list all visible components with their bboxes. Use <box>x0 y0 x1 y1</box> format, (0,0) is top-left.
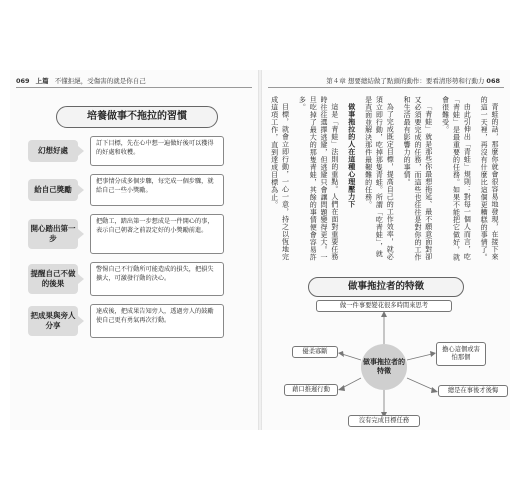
right-running-header <box>326 76 504 85</box>
right-page <box>262 70 510 430</box>
habit-desc: 把事情分成多個步驟，每完成一個步驟，就給自己一些小獎勵。 <box>90 174 224 206</box>
habit-row <box>28 174 246 206</box>
habit-desc: 訂下目標，先在心中想一遍做好後可以獲得的好處和收穫。 <box>90 136 224 166</box>
trait-node: 藉口推遲行動 <box>284 384 338 396</box>
bold-phrase: 做事拖拉的人在這種心理壓力下 <box>347 103 356 208</box>
arrowhead-icon <box>431 387 438 393</box>
connector-line <box>342 378 361 388</box>
habit-tag: 把成果與旁人分享 <box>28 306 78 336</box>
habit-row <box>28 262 246 296</box>
habit-row <box>28 304 246 338</box>
body-paragraph-bold <box>346 96 357 264</box>
body-paragraph: 「青蛙」就是那些你最想拖延、最不願意面對卻又必須要完成的任務，而這些也往往是對你的工作和生活最有影響力的事情。 <box>403 96 433 261</box>
habit-tag: 幻想好處 <box>28 140 78 162</box>
trait-node: 總是在事後才後悔 <box>438 385 508 397</box>
body-paragraph: 青蛙的話，那麼你就會很容易地發現，在接下來的這一天裡，再沒有什麼比這個更糟糕的事情了。 <box>480 96 499 261</box>
left-page-number: 069 <box>16 77 30 85</box>
connector-line <box>407 378 434 390</box>
right-header-rule <box>268 87 504 88</box>
habit-row <box>28 136 246 166</box>
habit-tag: 開心踏出第一步 <box>28 219 78 249</box>
trait-node: 做一件事要變花很多時間來思考 <box>316 300 452 312</box>
arrow-icon <box>78 316 84 326</box>
habit-desc: 把動工，踏出第一步想成是一件開心的事，表示自己朝著之前設定好的小獎勵前進。 <box>90 214 224 254</box>
trait-node: 沒有完成目標任務 <box>348 415 420 427</box>
left-running-header <box>16 76 146 85</box>
arrow-icon <box>78 185 84 195</box>
arrowhead-icon <box>338 385 345 391</box>
left-page <box>10 70 258 430</box>
arrow-icon <box>78 229 84 239</box>
body-paragraph: 為了完成既定目標，提高自己的工作效率，就必須立即行動，吃掉那隻青蛙。所謂「吃青蛙」，就是直面並解決那件最艱難的任務。 <box>364 96 395 261</box>
right-running-title: 想要總結做了點頭的動作：要看清形勢和行動力 <box>347 77 485 85</box>
habit-tag: 提醒自己不做的後果 <box>28 264 78 294</box>
traits-box-title: 做事拖拉者的特徵 <box>308 277 464 297</box>
habit-row <box>28 214 246 254</box>
habit-desc: 警惕自己不行動所可能造成的損失，把損失擴大，可激發行動的決心。 <box>90 262 224 296</box>
arrow-icon <box>78 274 84 284</box>
body-paragraph: 這是「青蛙」法則的重點。人們在面對重要任務時往往選擇逃避，但逃避只會讓問題變得更大。一旦吃掉了最大的那隻青蛙，其餘的事情便會容易許多。 <box>298 96 339 261</box>
traits-diagram <box>262 298 510 428</box>
habit-box-title: 培養做事不拖拉的習慣 <box>56 106 218 128</box>
connector-line <box>342 354 361 360</box>
left-running-title: 不懂拒絕，受傷害的就是你自己 <box>54 77 146 85</box>
arrow-icon <box>78 146 84 156</box>
habit-tag: 給自己獎勵 <box>28 179 78 201</box>
trait-node: 擔心這個或害怕那個 <box>436 342 486 366</box>
traits-center-circle: 做事拖拉者的特徵 <box>361 344 407 390</box>
left-part-label: 上篇 <box>35 77 49 85</box>
body-text <box>270 96 500 264</box>
trait-node: 優柔寡斷 <box>292 346 338 358</box>
habit-desc: 達成後，把成果告知旁人，透過旁人的鼓勵使自己更有勇氣再次行動。 <box>90 304 224 338</box>
connector-line <box>407 354 432 360</box>
body-paragraph: 由此引伸出「青蛙」規則：對每一個人而言，吃「青蛙」是最重要的任務。如果不能把它做好，就會很難受。 <box>441 96 472 261</box>
right-chapter-label: 第４章 <box>326 77 346 85</box>
body-paragraph: 目標，就會立即行動，一心一意，持之以恆地完成這項工作，直到達成目標為止。 <box>270 96 290 261</box>
right-page-number: 068 <box>486 77 500 85</box>
arrowhead-icon <box>338 351 344 357</box>
left-header-rule <box>16 87 252 88</box>
